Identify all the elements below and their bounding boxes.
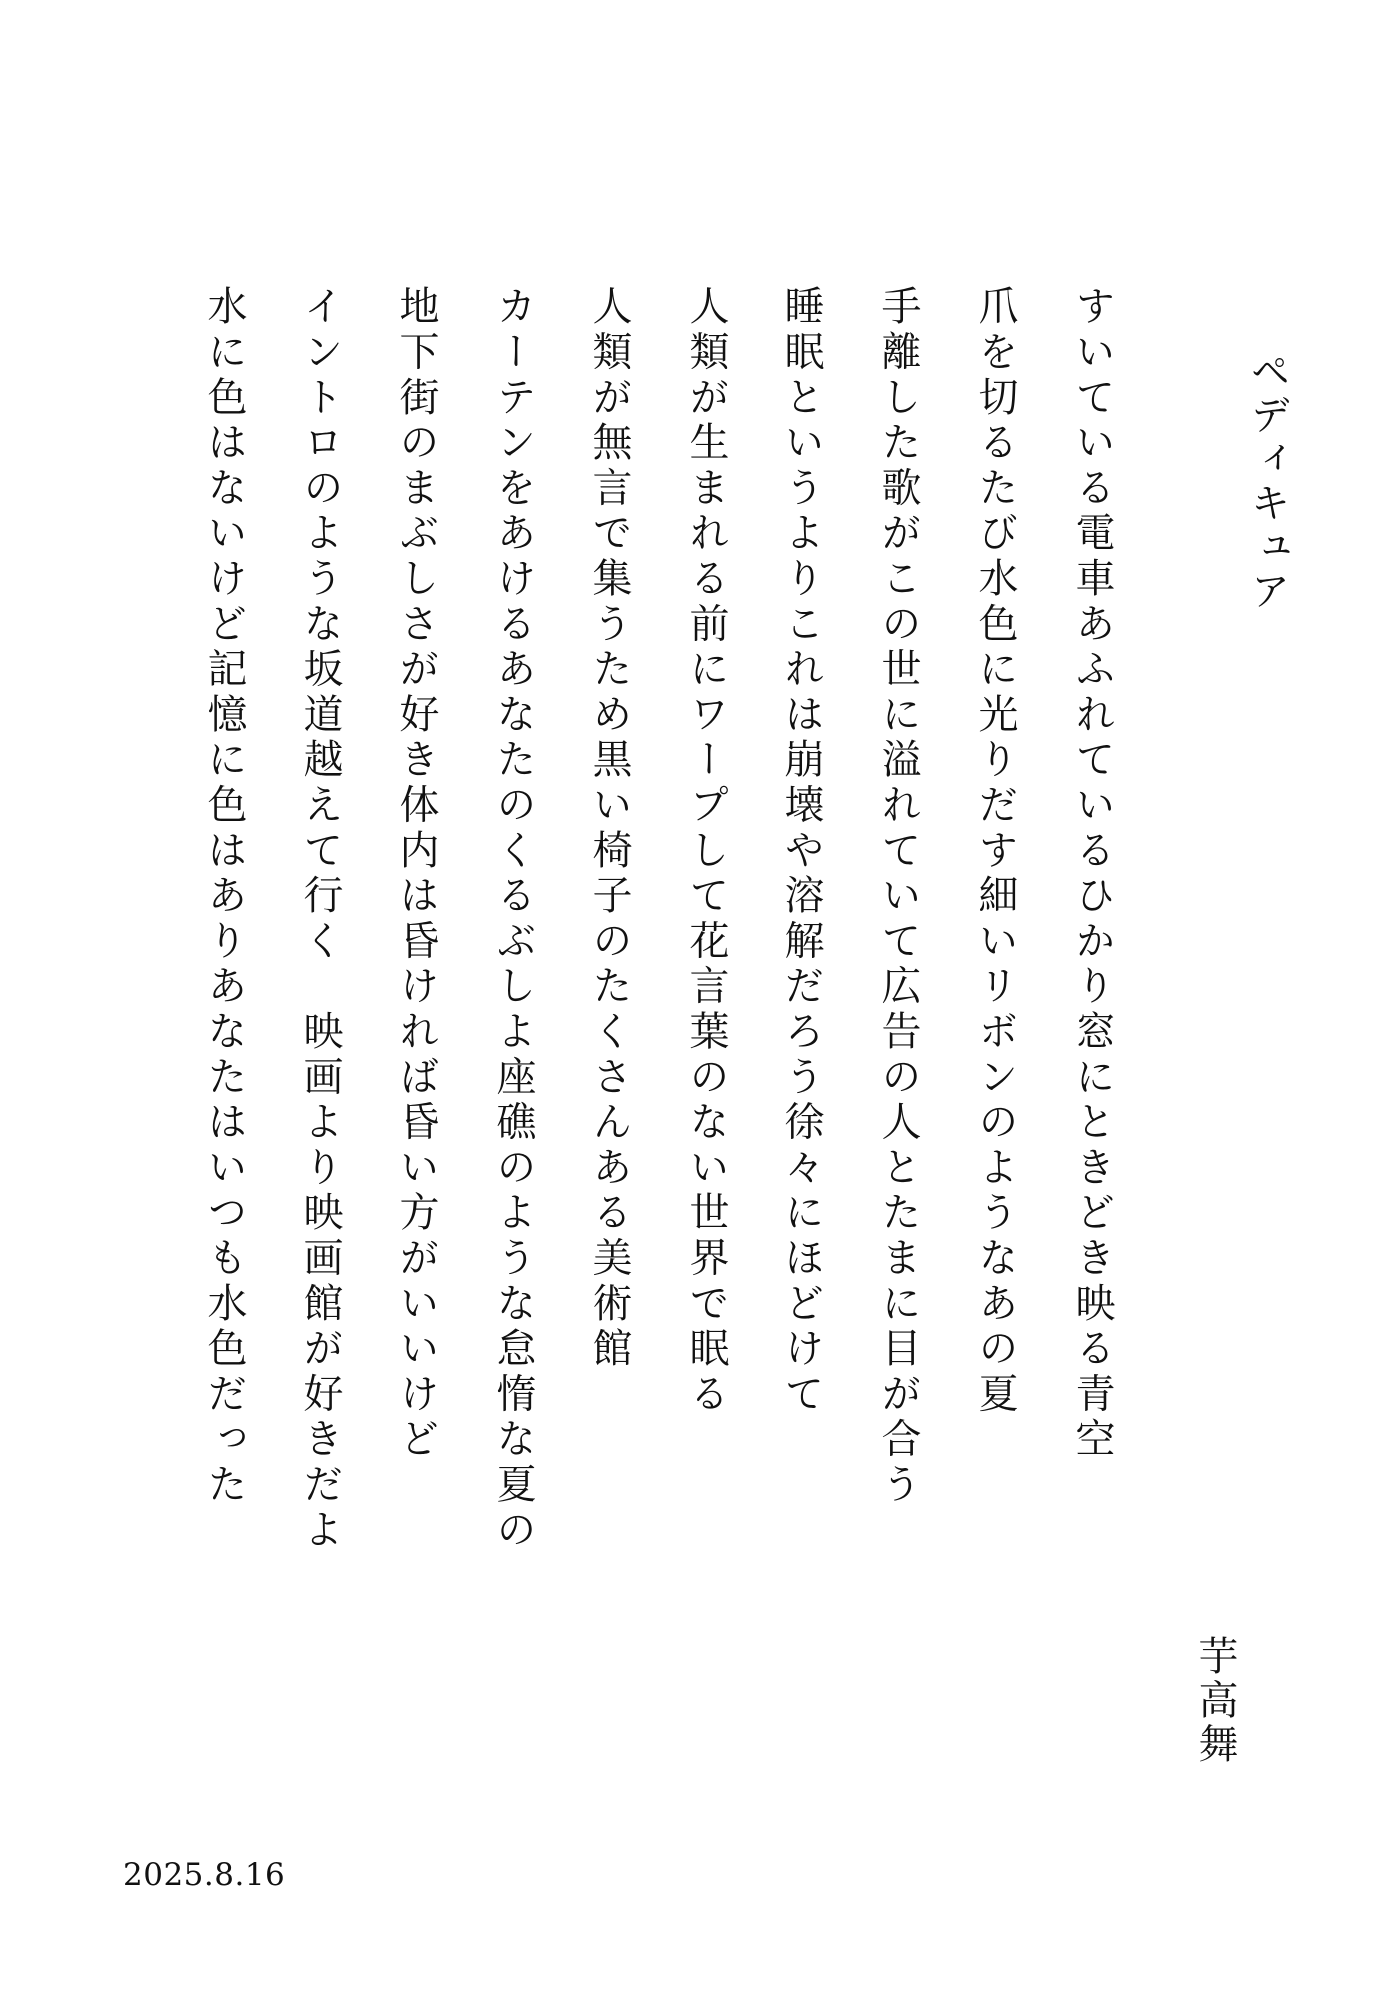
poem-line-3: 手離した歌がこの世に溢れていて広告の人とたまに目が合う xyxy=(875,285,921,1509)
poem-line-1: すいている電車あふれているひかり窓にときどき映る青空 xyxy=(1069,285,1115,1463)
author-name: 芋高舞 xyxy=(1192,1635,1238,1767)
poem-line-8: 地下街のまぶしさが好き体内は昏ければ昏い方がいいけど xyxy=(393,285,439,1463)
date: 2025.8.16 xyxy=(123,1857,286,1893)
poem-line-2: 爪を切るたび水色に光りだす細いリボンのようなあの夏 xyxy=(972,285,1018,1418)
poem-line-9: イントロのような坂道越えて行く 映画より映画館が好きだよ xyxy=(297,285,343,1554)
poem-title: ペディキュア xyxy=(1244,350,1290,614)
poem-line-7: カーテンをあけるあなたのくるぶしよ座礁のような怠惰な夏の xyxy=(490,285,536,1554)
poem-line-6: 人類が無言で集うため黒い椅子のたくさんある美術館 xyxy=(586,285,632,1373)
poem-line-10: 水に色はないけど記憶に色はありあなたはいつも水色だった xyxy=(201,285,247,1509)
poem-line-5: 人類が生まれる前にワープして花言葉のない世界で眠る xyxy=(683,285,729,1418)
poem-line-4: 睡眠というよりこれは崩壊や溶解だろう徐々にほどけて xyxy=(778,285,824,1418)
